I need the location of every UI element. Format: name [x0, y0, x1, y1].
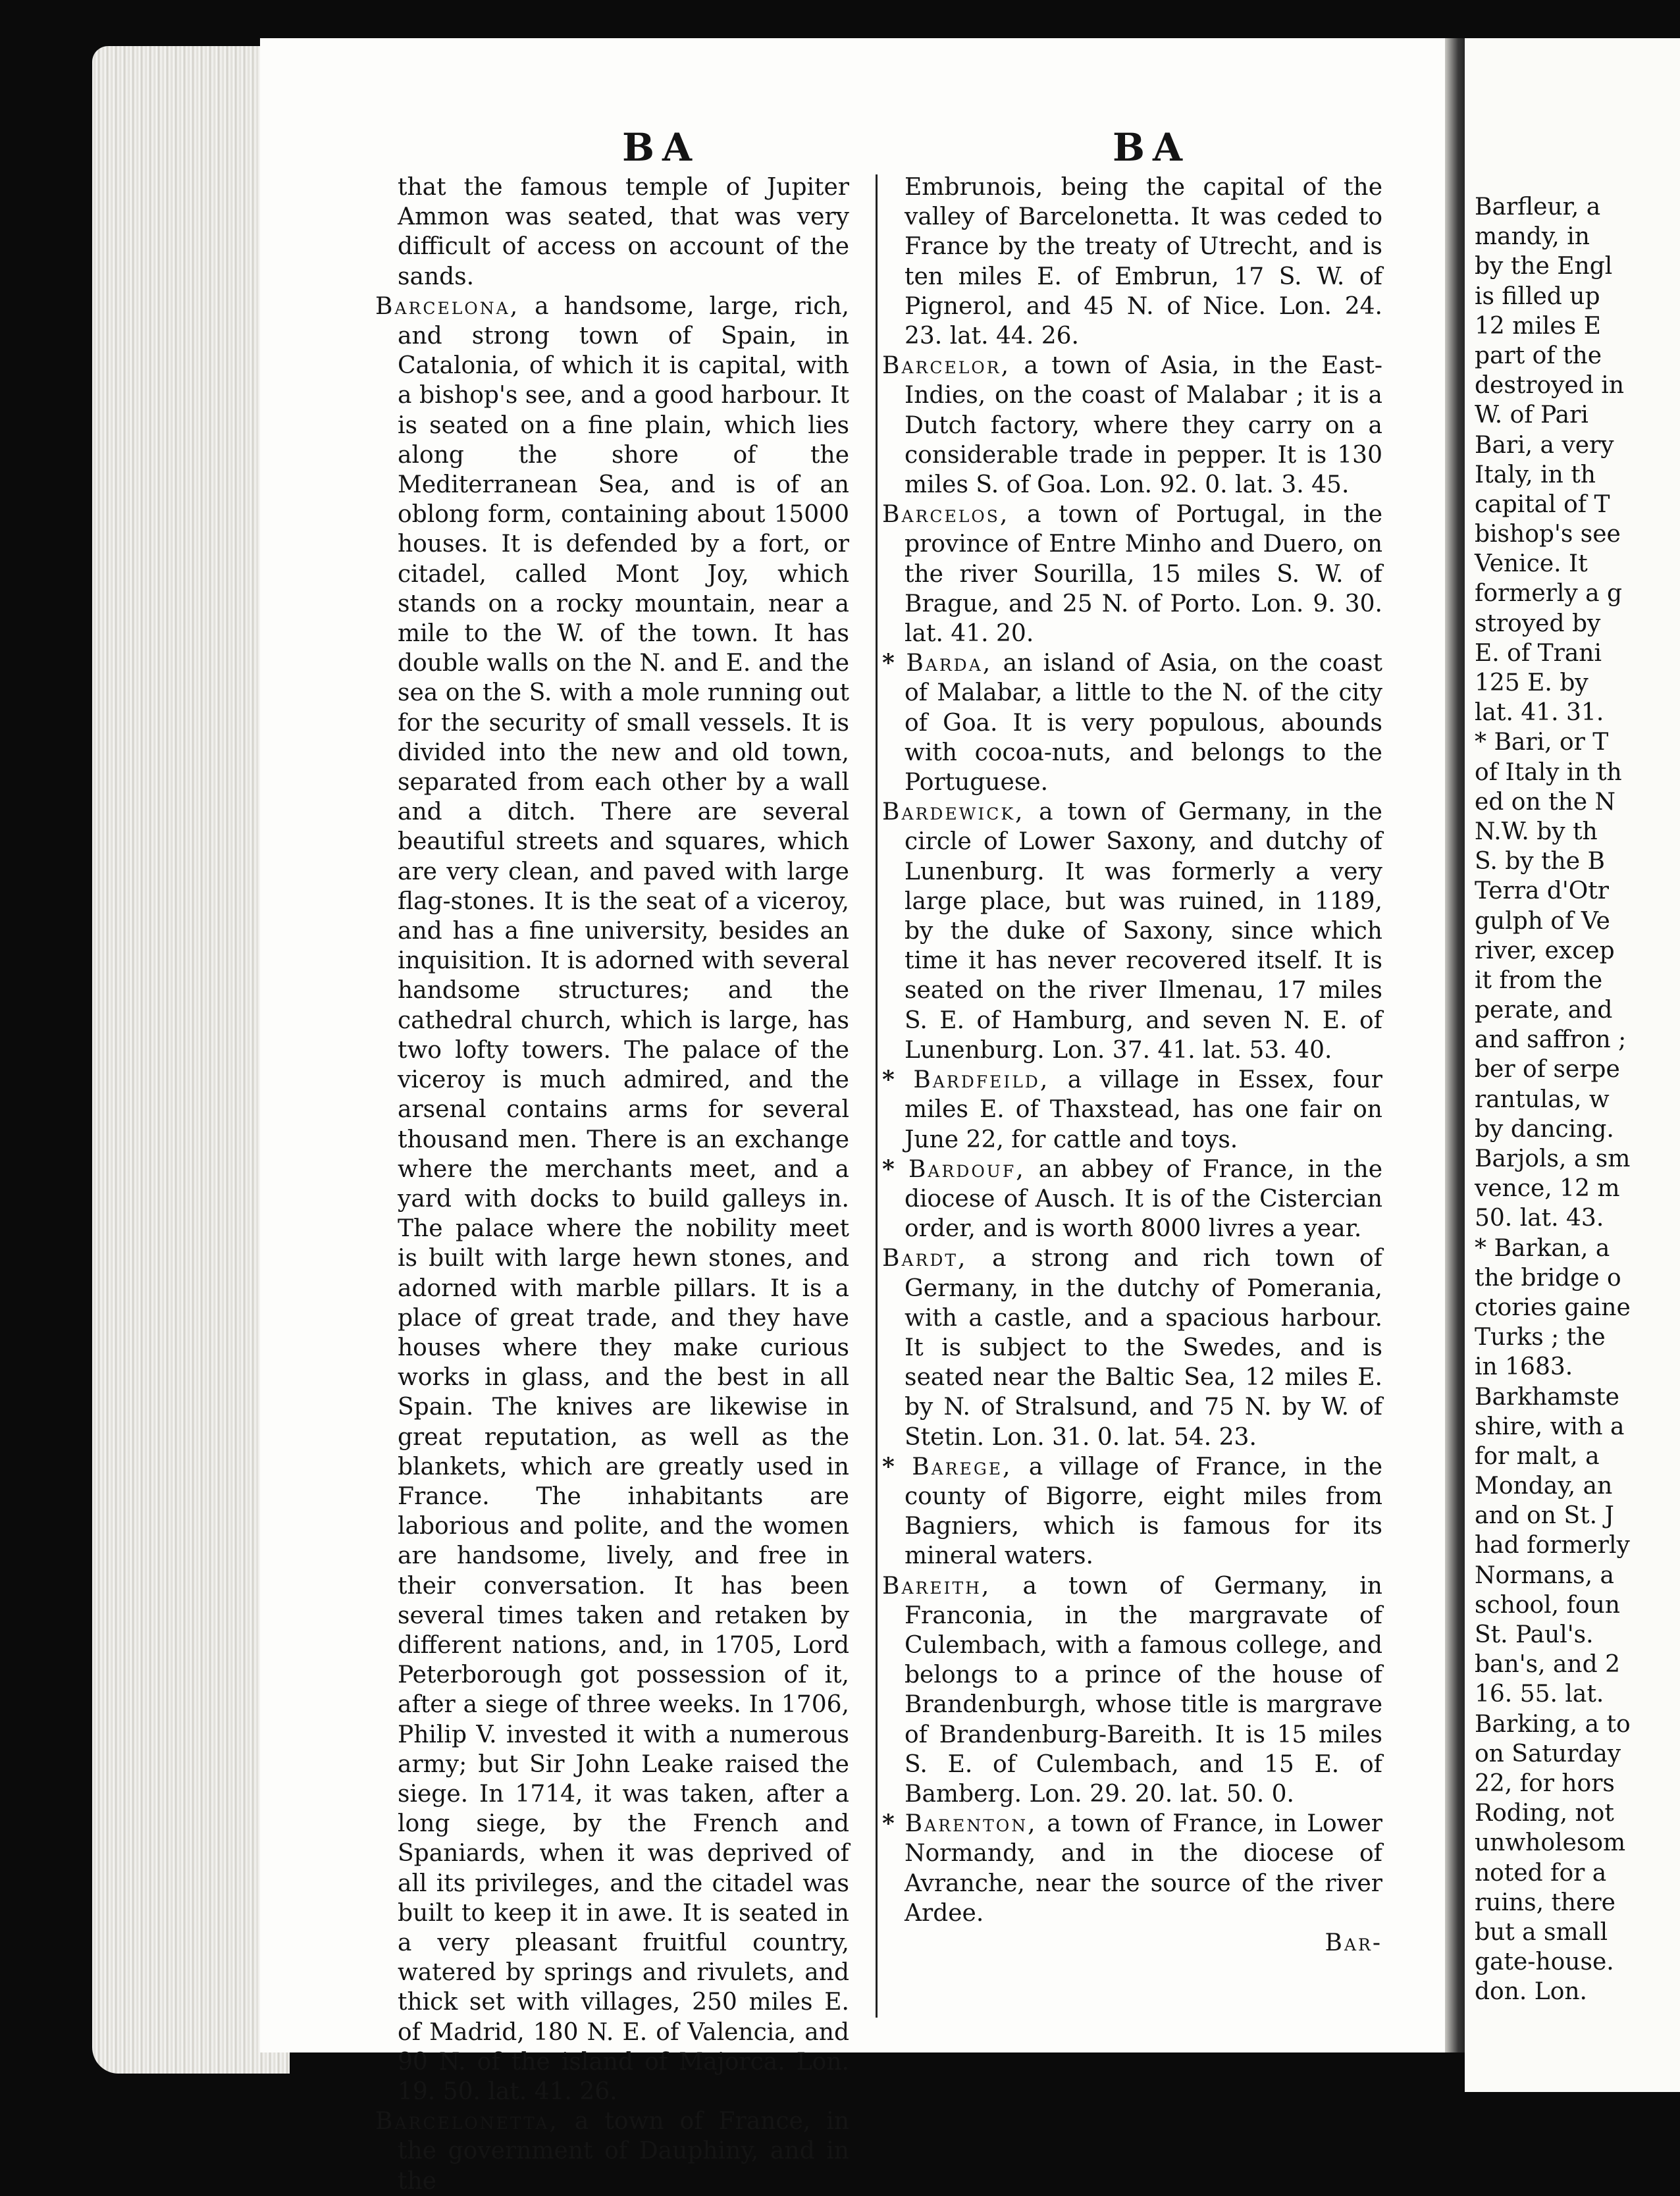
facing-page-line: part of the — [1475, 342, 1602, 369]
entry-headword: Barenton, — [905, 1810, 1037, 1838]
entry-asterisk: * — [882, 1452, 912, 1480]
entry-text: a village in Essex, four miles E. of Thaxstead, has one fair on June 22, for cattle and toys. — [905, 1066, 1382, 1153]
dictionary-entry — [882, 500, 1382, 648]
column-rule — [876, 174, 878, 2018]
facing-page-line: the bridge o — [1475, 1264, 1621, 1292]
entry-text: a village of France, in the county of Bigorre, eight miles from Bagniers, which is famous for its mineral waters. — [905, 1453, 1383, 1570]
facing-page-line: ban's, and 2 — [1475, 1651, 1620, 1679]
facing-page-line: 16. 55. lat. — [1475, 1681, 1604, 1708]
facing-page-line: * Bari, or T — [1475, 729, 1609, 756]
facing-page-line: Barjols, a sm — [1475, 1145, 1631, 1172]
facing-page-line: * Barkan, a — [1475, 1234, 1610, 1262]
entry-headword: Bardouf, — [908, 1155, 1026, 1183]
facing-page-line: and saffron ; — [1475, 1026, 1627, 1054]
facing-page-line: gate-house. — [1475, 1948, 1614, 1976]
facing-page-text — [1475, 192, 1680, 2006]
facing-page-line: in 1683. — [1475, 1353, 1573, 1381]
dictionary-entry — [882, 1155, 1382, 1244]
facing-page-line: Italy, in th — [1475, 461, 1596, 488]
facing-page-line: ber of serpe — [1475, 1056, 1620, 1084]
facing-page-line: Barkhamste — [1475, 1383, 1619, 1411]
entry-headword: Bardt, — [882, 1245, 968, 1272]
entry-asterisk: * — [882, 649, 906, 677]
dictionary-entry — [882, 648, 1382, 797]
facing-page-line: 50. lat. 43. — [1475, 1205, 1604, 1232]
facing-page-line: W. of Pari — [1475, 402, 1588, 429]
entry-headword: Barcelonetta, — [375, 2108, 559, 2135]
entry-headword: Barcelona, — [375, 292, 520, 320]
facing-page-line: Roding, not — [1475, 1800, 1614, 1827]
continued-paragraph — [375, 172, 849, 292]
entry-text: a town of France, in Lower Normandy, and in the diocese of Avranche, near the source of the river Ardee. — [905, 1810, 1382, 1927]
facing-page-line: ctories gaine — [1475, 1294, 1631, 1321]
entry-text: a town of Germany, in the circle of Lower Saxony, and dutchy of Lunenburg. It was formerly a very large place, but was ruined, in 1189, by the duke of Saxony, since which time it has never recovered itself. It is seated on the river Ilmenau, 17 miles S. E. of Hamburg, and seven N. E. of Lunenburg. Lon. 37. 41. lat. 53. 40. — [905, 798, 1382, 1064]
facing-page-line: ruins, there — [1475, 1889, 1615, 1916]
facing-page-line: had formerly — [1475, 1532, 1630, 1559]
facing-page-line: 125 E. by — [1475, 669, 1588, 696]
entry-text: a town of France, in the government of Dauphiny, and in the — [398, 2108, 849, 2195]
facing-page-line: unwholesom — [1475, 1829, 1626, 1857]
dictionary-entry — [882, 351, 1382, 500]
facing-page-line: by the Engl — [1475, 253, 1613, 280]
dictionary-entry — [882, 1809, 1382, 1928]
facing-page-line: E. of Trani — [1475, 639, 1602, 667]
entry-headword: Barcelos, — [882, 501, 1010, 529]
facing-page-line: but a small — [1475, 1918, 1608, 1946]
facing-page-line: 12 miles E — [1475, 312, 1601, 340]
facing-page-line: Turks ; the — [1475, 1324, 1606, 1351]
entry-headword: Bareith, — [882, 1572, 991, 1600]
entry-headword: Barcelor, — [882, 352, 1011, 380]
entry-text: an abbey of France, in the diocese of Ausch. It is of the Cistercian order, and is worth 8000 livres a year. — [905, 1155, 1383, 1243]
facing-page-line: river, excep — [1475, 937, 1615, 964]
facing-page-line: Normans, a — [1475, 1561, 1614, 1589]
dictionary-entry — [882, 797, 1382, 1065]
facing-page-line: rantulas, w — [1475, 1085, 1610, 1113]
running-head-right: BA — [1113, 125, 1191, 170]
dictionary-entry — [882, 1243, 1382, 1451]
facing-page-line: destroyed in — [1475, 372, 1625, 400]
right-text-column — [882, 172, 1382, 1958]
dictionary-entry — [375, 292, 849, 2106]
facing-page-line: don. Lon. — [1475, 1978, 1587, 2006]
facing-page-line: Barfleur, a — [1475, 194, 1601, 221]
facing-page-line: Barking, a to — [1475, 1710, 1631, 1738]
facing-page-line: on Saturday — [1475, 1740, 1621, 1767]
facing-page-line: school, foun — [1475, 1591, 1620, 1619]
entry-text: that the famous temple of Jupiter Ammon was seated, that was very difficult of access on account of the sands. — [398, 174, 849, 290]
facing-page-line: by dancing. — [1475, 1115, 1614, 1143]
running-head-left: BA — [622, 125, 700, 170]
facing-page-line: 22, for hors — [1475, 1769, 1615, 1797]
entry-text: an island of Asia, on the coast of Malabar, a little to the N. of the city of Goa. It is very populous, abounds with cocoa-nuts, and belongs to the Portuguese. — [905, 650, 1382, 797]
entry-text: a town of Portugal, in the province of Entre Minho and Duero, on the river Sourilla, 15 miles S. W. of Brague, and 25 N. of Porto. Lon. 9. 30. lat. 41. 20. — [905, 501, 1382, 648]
catchword: Bar- — [1325, 1929, 1382, 1956]
dictionary-entry — [882, 1065, 1382, 1155]
facing-page-line: stroyed by — [1475, 610, 1601, 637]
entry-text: a strong and rich town of Germany, in the dutchy of Pomerania, with a castle, and a spacious harbour. It is subject to the Swedes, and is seated near the Baltic Sea, 12 miles E. by N. of Stralsund, and 75 N. by W. of Stetin. Lon. 31. 0. lat. 54. 23. — [905, 1245, 1382, 1451]
facing-page-line: Monday, an — [1475, 1473, 1613, 1500]
facing-page-line: ed on the N — [1475, 788, 1615, 816]
facing-page-line: for malt, a — [1475, 1442, 1600, 1470]
facing-page-line: Terra d'Otr — [1475, 877, 1609, 905]
entry-text: a handsome, large, rich, and strong town of Spain, in Catalonia, of which it is capital, with a bishop's see, and a good harbour. It is seated on a fine plain, which lies along the shore of the Mediterranean Sea, and is of an oblong form, containing about 15000 houses. It is defended by a fort, or citadel, called Mont Joy, which stands on a rocky mountain, near a mile to the W. of the town. It has double walls on the N. and E. and the sea on the S. with a mole running out for the security of small vessels. It is divided into the new and old town, separated from each other by a wall and a ditch. There are several beautiful streets and squares, which are very clean, and paved with large flag-stones. It is the seat of a viceroy, and has a fine university, besides an inquisition. It is adorned with several handsome structures; and the cathedral church, which is large, has two lofty towers. The palace of the viceroy is much admired, and the arsenal contains arms for several thousand men. There is an exchange where the merchants meet, and a yard with docks to build galleys in. The palace where the nobility meet is built with large hewn stones, and adorned with marble pillars. It is a place of great trade, and they have houses where they make curious works in glass, and the best in all Spain. The knives are likewise in great reputation, as well as the blankets, which are greatly used in France. The inhabitants are laborious and polite, and the women are handsome, lively, and free in their conversation. It has been several times taken and retaken by different nations, and, in 1705, Lord Peterborough got possession of it, after a siege of three weeks. In 1706, Philip V. invested it with a numerous army; but Sir John Leake raised the siege. In 1714, it was taken, after a long siege, by the French and Spaniards, when it was deprived of all its privileges, and the citadel was built to keep it in awe. It is seated in a very pleasant fruitful country, watered by springs and rivulets, and thick set with villages, 250 miles E. of Madrid, 180 N. E. of Valencia, and 90 N. of the island of Majorca. Lon. 19. 50. lat. 41. 26. — [398, 292, 849, 2105]
entry-asterisk: * — [882, 1155, 908, 1183]
facing-page-line: shire, with a — [1475, 1413, 1625, 1440]
facing-page-line: N.W. by th — [1475, 818, 1598, 845]
left-text-column — [375, 172, 849, 2196]
entry-text: a town of Germany, in Franconia, in the margravate of Culembach, with a famous college, and belongs to a prince of the house of Brandenburgh, whose title is margrave of Brandenburg-Bareith. It is 15 miles S. E. of Culembach, and 15 E. of Bamberg. Lon. 29. 20. lat. 50. 0. — [905, 1572, 1382, 1808]
facing-page-line: capital of T — [1475, 490, 1610, 518]
facing-page-line: noted for a — [1475, 1859, 1607, 1887]
entry-text: a town of Asia, in the East-Indies, on the coast of Malabar ; it is a Dutch factory, where they carry on a considerable trade in pepper. It is 130 miles S. of Goa. Lon. 92. 0. lat. 3. 45. — [905, 352, 1382, 499]
entry-headword: Bardewick, — [882, 798, 1025, 826]
facing-page-line: bishop's see — [1475, 521, 1621, 548]
facing-page-line: St. Paul's. — [1475, 1621, 1594, 1648]
facing-page-line: formerly a g — [1475, 580, 1623, 608]
entry-headword: Barda, — [906, 650, 993, 677]
entry-headword: Barege, — [912, 1453, 1012, 1480]
entry-asterisk: * — [882, 1810, 905, 1838]
facing-page-line: S. by the B — [1475, 848, 1605, 876]
facing-page-line: vence, 12 m — [1475, 1175, 1620, 1203]
facing-page-line: of Italy in th — [1475, 758, 1622, 786]
entry-headword: Bardfeild, — [913, 1066, 1050, 1094]
dictionary-entry — [375, 2106, 849, 2196]
facing-page-line: perate, and — [1475, 997, 1613, 1024]
facing-page-line: is filled up — [1475, 282, 1600, 310]
facing-page-line: Venice. It — [1475, 550, 1588, 578]
facing-page-line: lat. 41. 31. — [1475, 699, 1604, 727]
dictionary-entry — [882, 1571, 1382, 1810]
facing-page-line: gulph of Ve — [1475, 907, 1610, 935]
facing-page-line: it from the — [1475, 966, 1603, 994]
continued-paragraph — [882, 172, 1382, 351]
dictionary-entry — [882, 1452, 1382, 1571]
facing-page-line: mandy, in — [1475, 223, 1590, 251]
facing-page-line: and on St. J — [1475, 1502, 1614, 1530]
entry-text: Embrunois, being the capital of the valley of Barcelonetta. It was ceded to France by the treaty of Utrecht, and is ten miles E. of Embrun, 17 S. W. of Pignerol, and 45 N. of Nice. Lon. 24. 23. lat. 44. 26. — [905, 174, 1382, 350]
facing-page-line: Bari, a very — [1475, 431, 1614, 459]
entry-asterisk: * — [882, 1066, 914, 1094]
